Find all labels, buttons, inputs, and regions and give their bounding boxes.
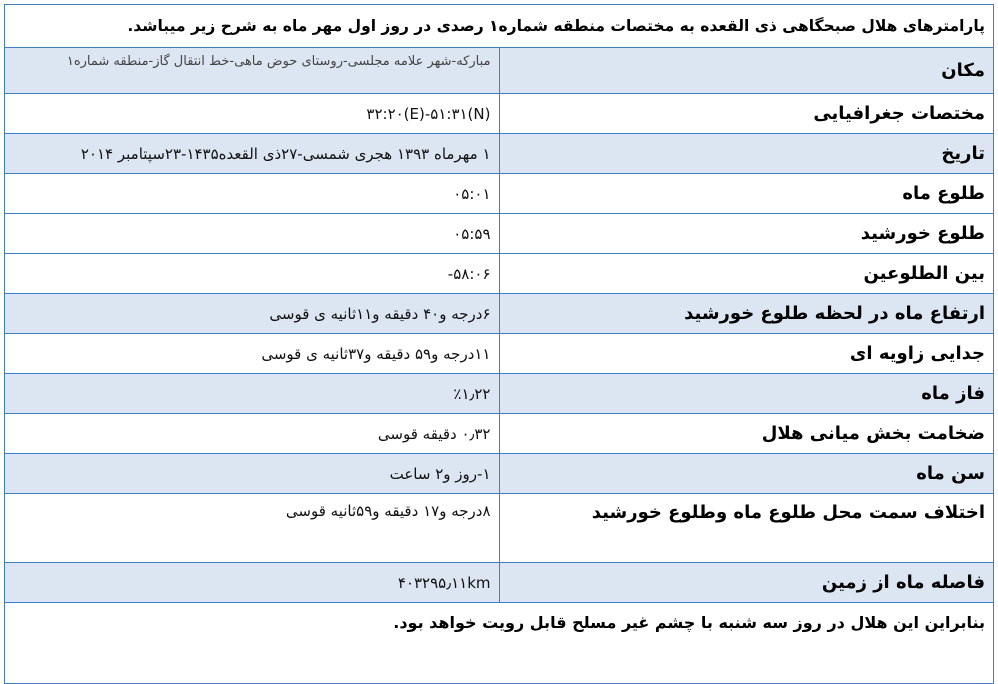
- table-row: [5, 174, 994, 214]
- row-label-date: تاریخ: [499, 134, 994, 174]
- row-label-azimuth-difference: اختلاف سمت محل طلوع ماه وطلوع خورشید: [499, 494, 994, 563]
- moon-parameters-table: [4, 4, 994, 684]
- table-header: پارامترهای هلال صبحگاهی ذی القعده به مختصات منطقه شماره۱ رصدی در روز اول مهر ماه به شرح زیر میباشد.: [5, 5, 994, 48]
- row-label-moon-altitude: ارتفاع ماه در لحظه طلوع خورشید: [499, 294, 994, 334]
- table-header-row: [5, 5, 994, 48]
- row-value-moon-distance: ۴۰۳۲۹۵٫۱۱km: [5, 563, 500, 603]
- table-row: [5, 214, 994, 254]
- table-row: [5, 334, 994, 374]
- row-label-elongation: جدایی زاویه ای: [499, 334, 994, 374]
- row-value-location: مبارکه-شهر علامه مجلسی-روستای حوض ماهی-خط انتقال گاز-منطقه شماره۱: [5, 48, 500, 94]
- row-value-moon-altitude: ۶درجه و۴۰ دقیقه و۱۱ثانیه ی قوسی: [5, 294, 500, 334]
- row-label-coordinates: مختصات جغرافیایی: [499, 94, 994, 134]
- row-value-azimuth-difference: ۸درجه و۱۷ دقیقه و۵۹ثانیه قوسی: [5, 494, 500, 563]
- table-row: [5, 134, 994, 174]
- coordinates-text: ۳۲:۲۰(E)-۵۱:۳۱(N): [366, 104, 491, 123]
- row-label-moonrise: طلوع ماه: [499, 174, 994, 214]
- row-value-moon-age: ۱-روز و۲ ساعت: [5, 454, 500, 494]
- row-label-lag: بین الطلوعین: [499, 254, 994, 294]
- row-value-coordinates: [5, 94, 500, 134]
- row-value-elongation: ۱۱درجه و۵۹ دقیقه و۳۷ثانیه ی قوسی: [5, 334, 500, 374]
- table-row: [5, 374, 994, 414]
- table-footer-row: [5, 603, 994, 684]
- table-row: [5, 254, 994, 294]
- row-label-sunrise: طلوع خورشید: [499, 214, 994, 254]
- row-value-moonrise: ۰۵:۰۱: [5, 174, 500, 214]
- table-row: [5, 48, 994, 94]
- row-value-date: ۱ مهرماه ۱۳۹۳ هجری شمسی-۲۷ذی القعده۱۴۳۵-۲۳سپتامبر ۲۰۱۴: [5, 134, 500, 174]
- moon-parameters-document: [4, 4, 994, 684]
- table-row: [5, 563, 994, 603]
- row-value-phase: ٪۱٫۲۲: [5, 374, 500, 414]
- table-row: [5, 94, 994, 134]
- row-label-phase: فاز ماه: [499, 374, 994, 414]
- row-label-location: مکان: [499, 48, 994, 94]
- row-value-crescent-width: ۰٫۳۲ دقیقه قوسی: [5, 414, 500, 454]
- table-row: [5, 454, 994, 494]
- table-footer: بنابراین این هلال در روز سه شنبه با چشم غیر مسلح قابل رویت خواهد بود.: [5, 603, 994, 684]
- row-label-moon-distance: فاصله ماه از زمین: [499, 563, 994, 603]
- table-row: [5, 414, 994, 454]
- row-value-sunrise: ۰۵:۵۹: [5, 214, 500, 254]
- row-value-lag: ۵۸:۰۶-: [5, 254, 500, 294]
- table-row: [5, 294, 994, 334]
- row-label-crescent-width: ضخامت بخش میانی هلال: [499, 414, 994, 454]
- table-row: [5, 494, 994, 563]
- row-label-moon-age: سن ماه: [499, 454, 994, 494]
